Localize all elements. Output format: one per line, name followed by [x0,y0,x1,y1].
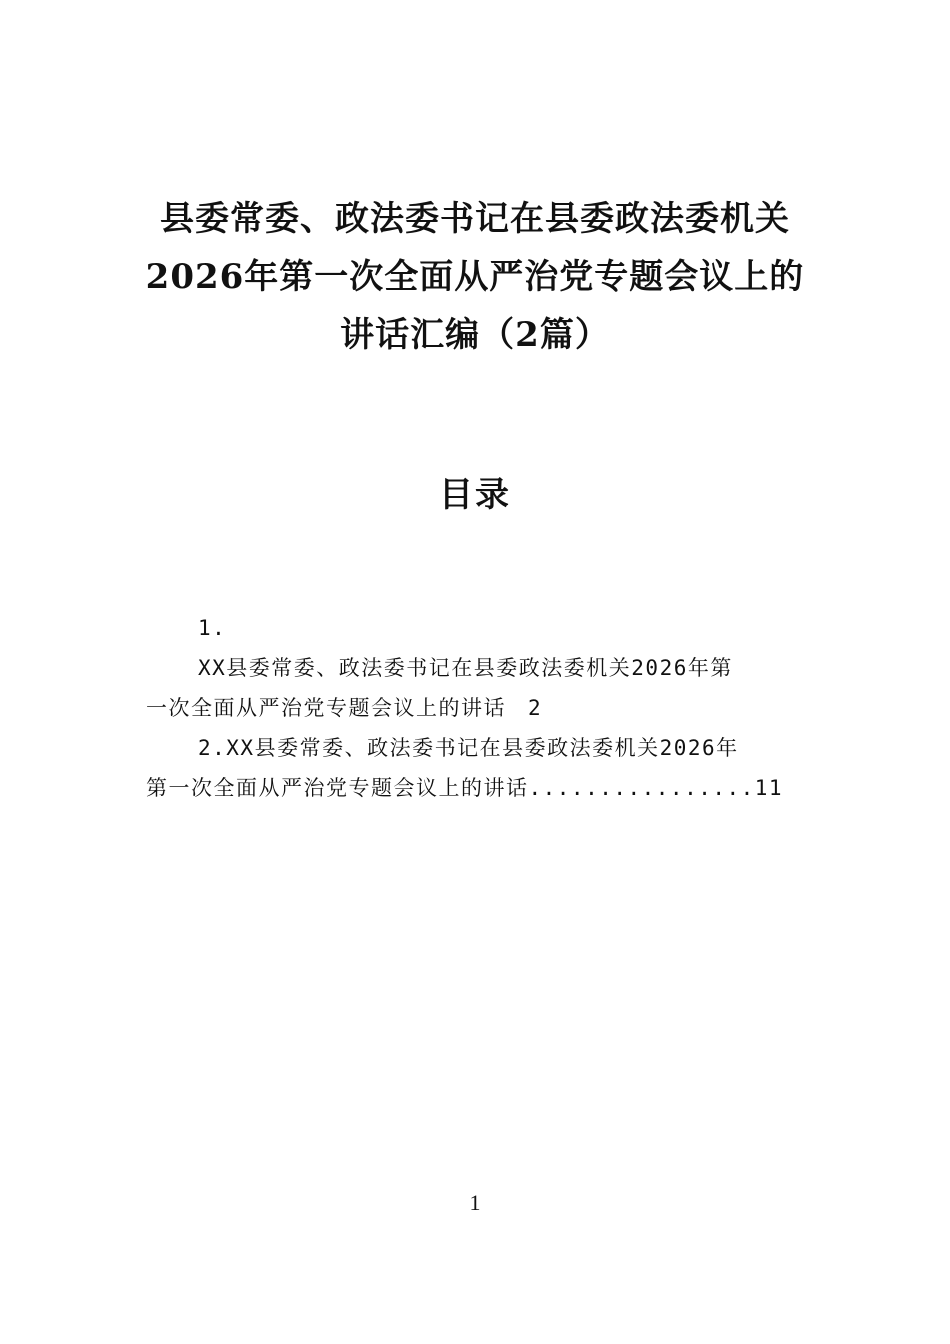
document-title [120,190,830,364]
toc-entry-1-page: 2 [528,696,543,720]
title-line-2: 2026年第一次全面从严治党专题会议上的 [145,257,805,297]
toc-entry-2-line-1[interactable]: 2.XX县委常委、政法委书记在县委政法委机关2026年 [198,736,739,760]
toc-heading: 目录 [439,475,511,515]
toc-entry-2-line-2[interactable]: 第一次全面从严治党专题会议上的讲话................11 [146,776,784,800]
title-line-3: 讲话汇编（2篇） [340,315,610,355]
toc-entry-1-line-2[interactable] [146,688,806,728]
toc-entry-1-number: 1. [198,616,227,640]
page-number: 1 [469,1190,481,1215]
title-line-1: 县委常委、政法委书记在县委政法委机关 [160,199,790,239]
toc-entry-1-line-1[interactable]: XX县委常委、政法委书记在县委政法委机关2026年第 [198,656,733,680]
toc-entry-1-text: 一次全面从严治党专题会议上的讲话 [146,696,506,720]
table-of-contents [146,608,806,808]
